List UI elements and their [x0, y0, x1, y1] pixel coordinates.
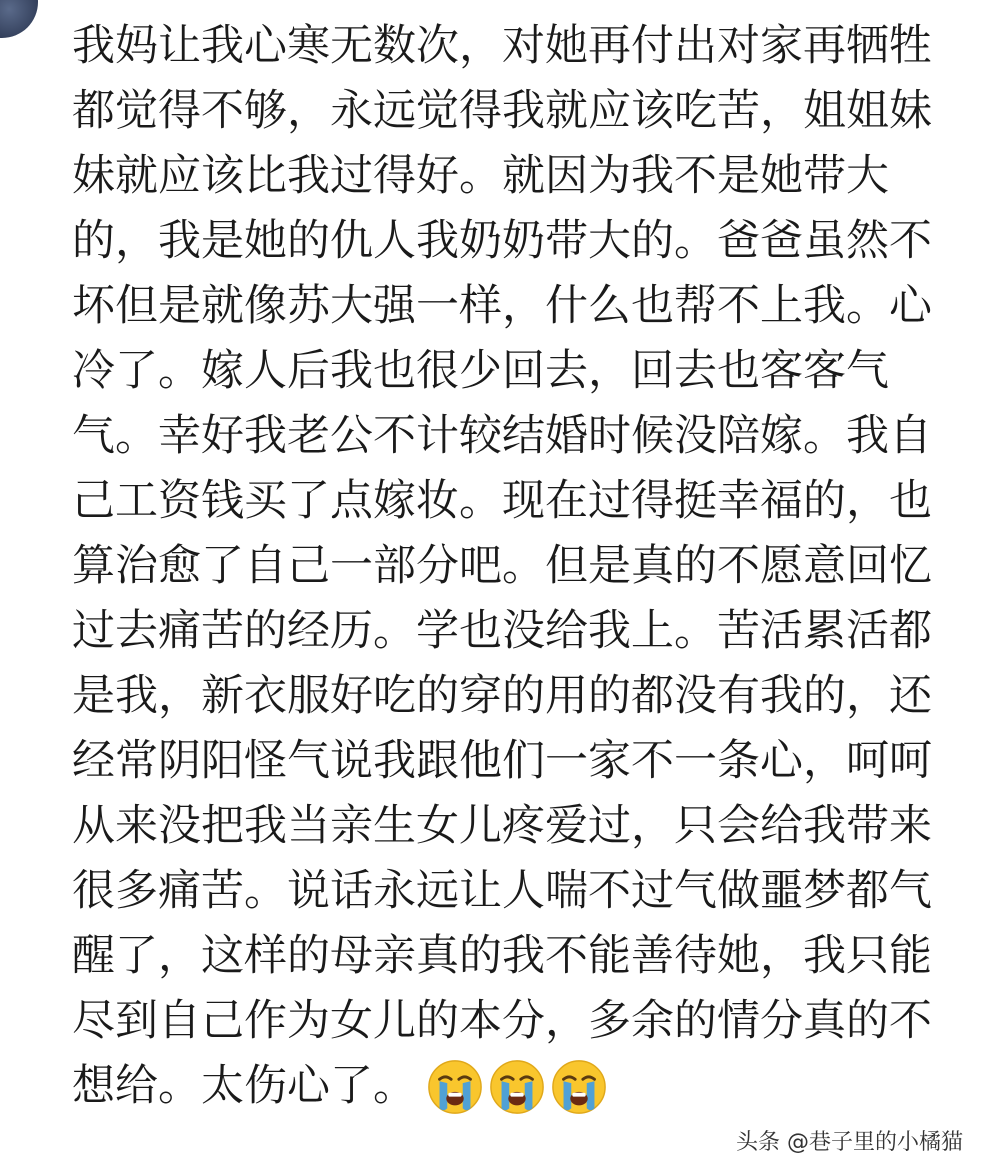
comment-line: 过去痛苦的经历。学也没给我上。苦活累活都 — [72, 606, 932, 656]
comment-line: 我妈让我心寒无数次，对她再付出对家再牺牲 — [72, 21, 932, 71]
comment-line: 从来没把我当亲生女儿疼爱过，只会给我带来 — [72, 801, 932, 851]
comment-line: 经常阴阳怪气说我跟他们一家不一条心，呵呵 — [72, 736, 932, 786]
comment-line: 都觉得不够，永远觉得我就应该吃苦，姐姐妹 — [72, 86, 932, 136]
comment-line: 尽到自己作为女儿的本分，多余的情分真的不 — [72, 996, 932, 1046]
comment-line: 很多痛苦。说话永远让人喘不过气做噩梦都气 — [72, 866, 932, 916]
watermark: 头条 @巷子里的小橘猫 — [736, 1130, 963, 1155]
comment-line: 冷了。嫁人后我也很少回去，回去也客客气 — [72, 346, 889, 396]
crying-face-icon — [488, 1058, 546, 1116]
comment-line: 的，我是她的仇人我奶奶带大的。爸爸虽然不 — [72, 216, 932, 266]
emoji-group — [426, 1058, 608, 1116]
comment-line: 是我，新衣服好吃的穿的用的都没有我的，还 — [72, 671, 932, 721]
comment-line: 想给。太伤心了。 — [72, 1061, 416, 1111]
crying-face-icon — [426, 1058, 484, 1116]
crying-face-icon — [550, 1058, 608, 1116]
comment-body — [72, 14, 952, 1119]
avatar[interactable] — [0, 0, 38, 38]
comment-line: 气。幸好我老公不计较结婚时候没陪嫁。我自 — [72, 411, 932, 461]
comment-line: 妹就应该比我过得好。就因为我不是她带大 — [72, 151, 889, 201]
comment-line: 己工资钱买了点嫁妆。现在过得挺幸福的，也 — [72, 476, 932, 526]
comment-line: 醒了，这样的母亲真的我不能善待她，我只能 — [72, 931, 932, 981]
comment-last-line — [72, 1054, 952, 1119]
comment-line: 坏但是就像苏大强一样，什么也帮不上我。心 — [72, 281, 932, 331]
comment-line: 算治愈了自己一部分吧。但是真的不愿意回忆 — [72, 541, 932, 591]
